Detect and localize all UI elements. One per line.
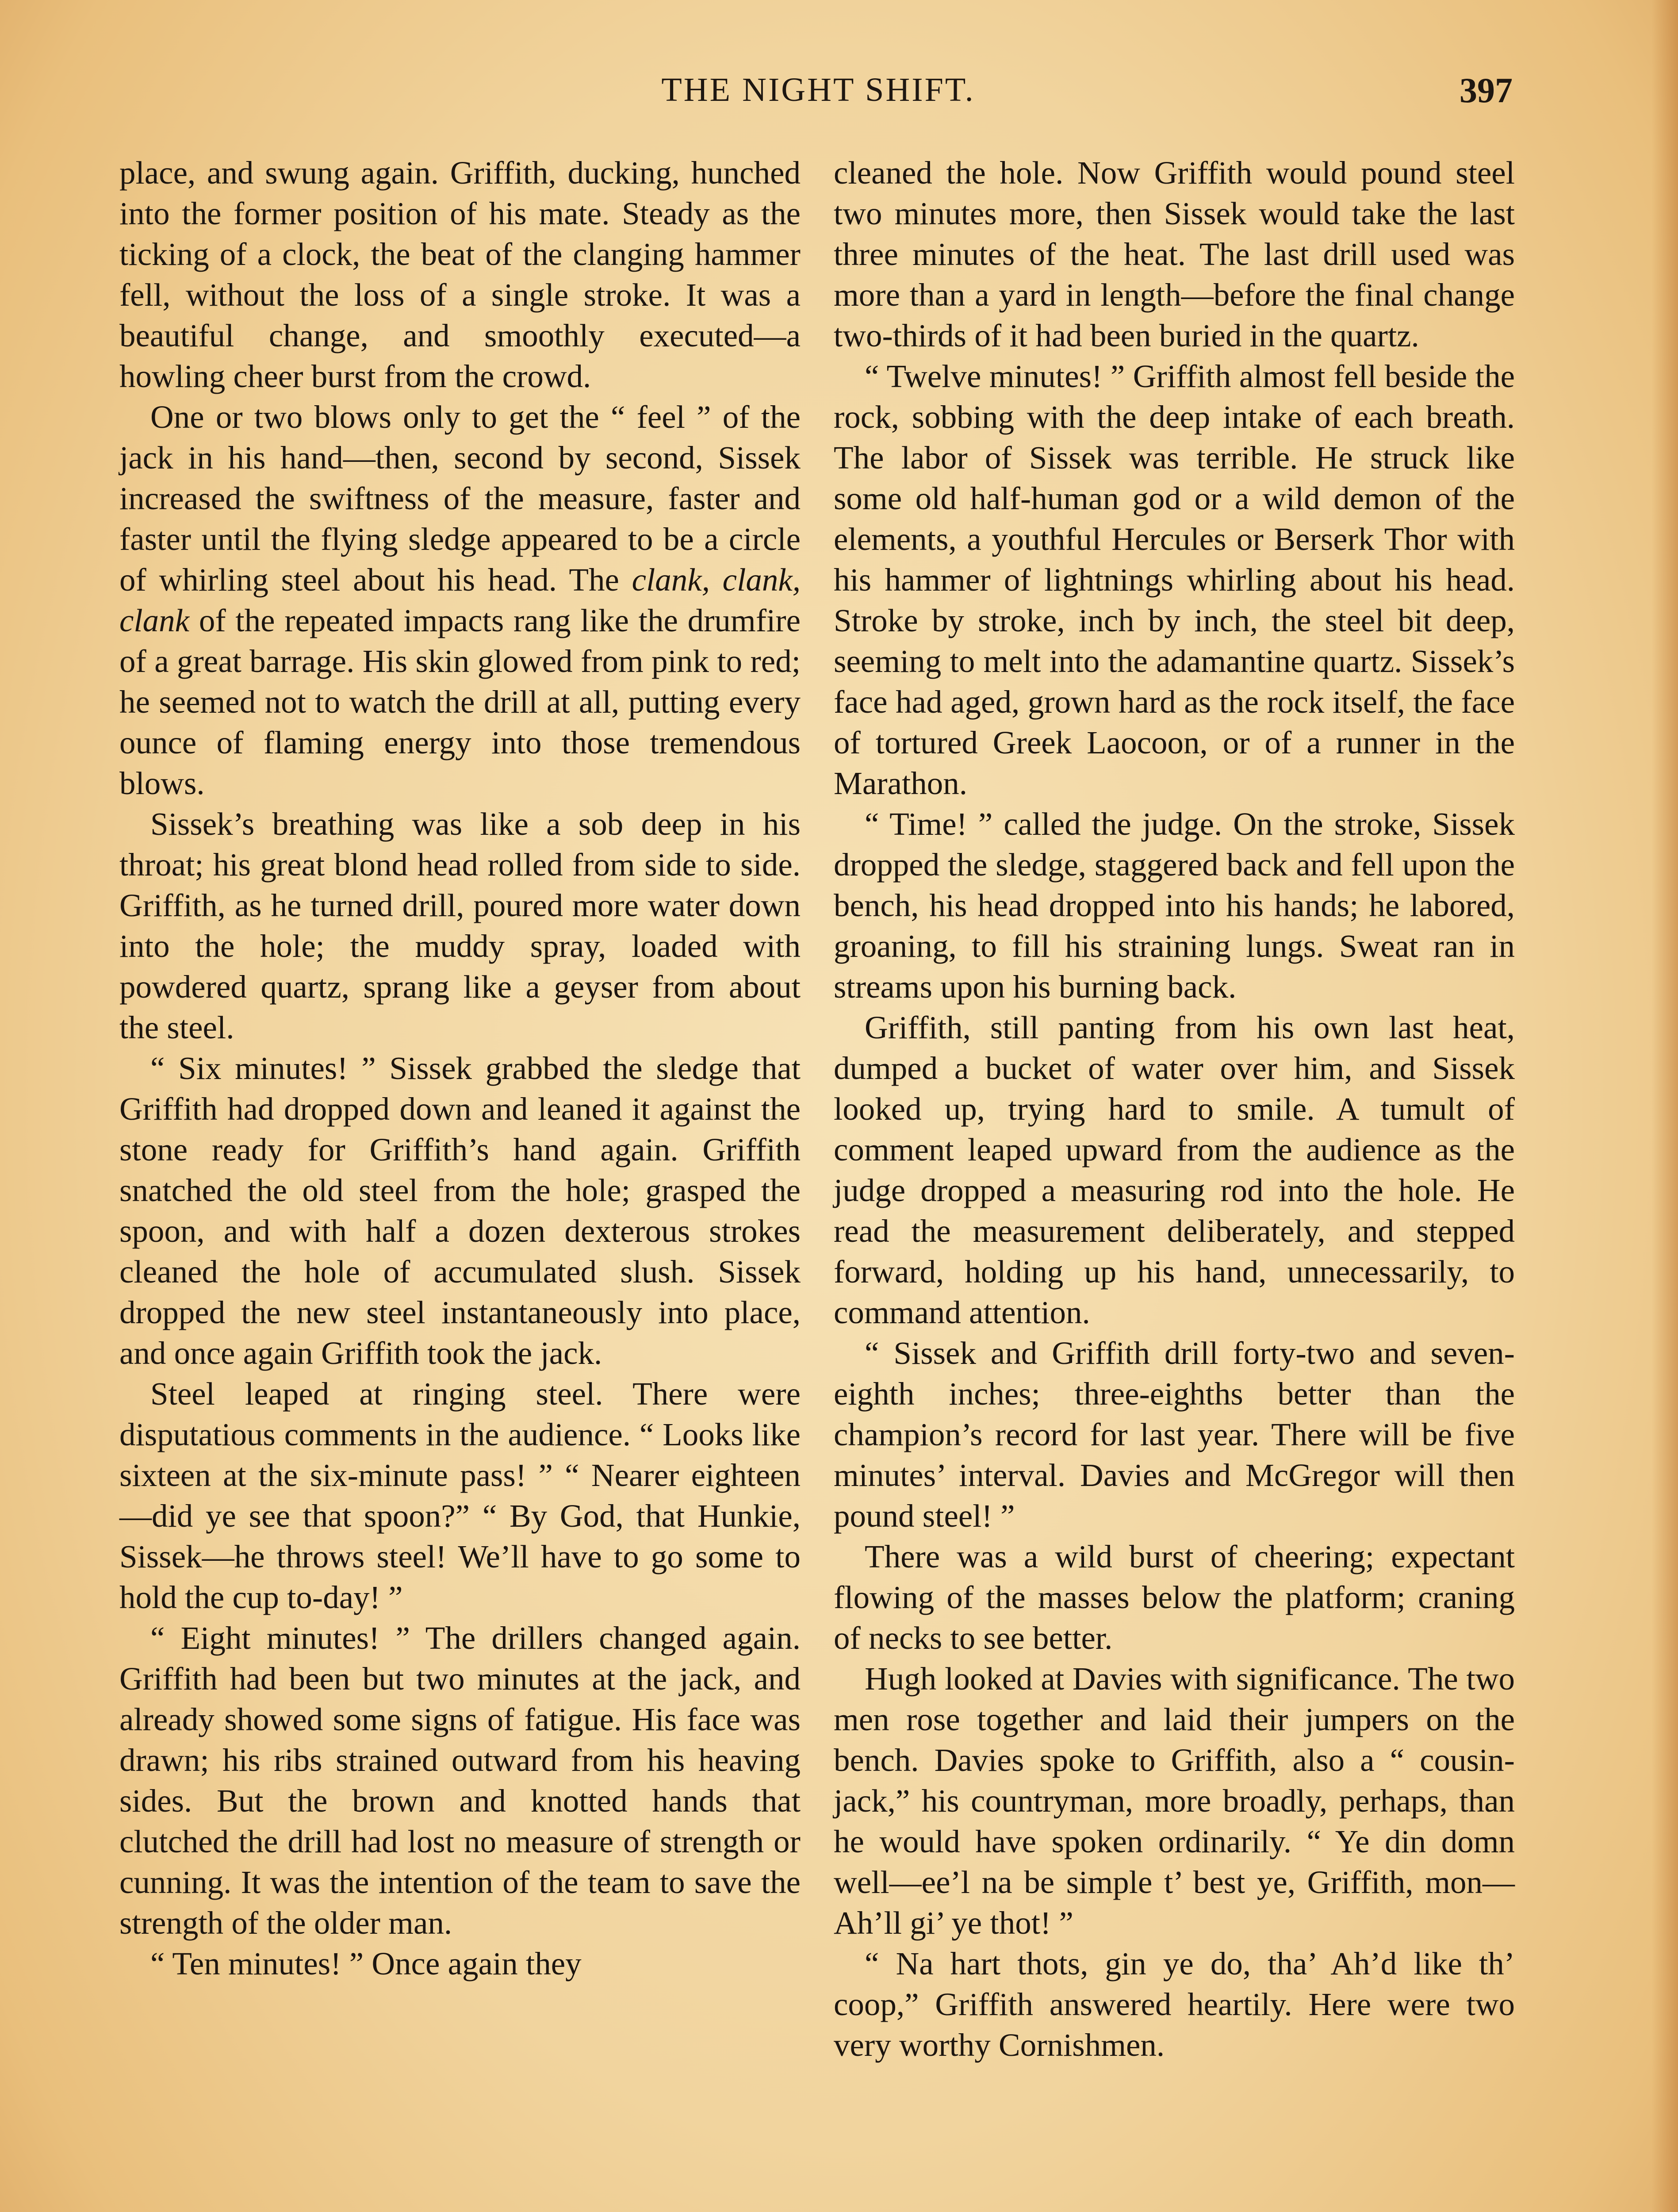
paragraph: “ Na hart thots, gin ye do, tha’ Ah’d like th’ coop,” Griffith answered heartily. Here were two very worthy Cornishmen.: [834, 1946, 1515, 2063]
page-edge-shading: [1651, 0, 1678, 2212]
paragraph: [119, 397, 801, 804]
paragraph: “ Six minutes! ” Sissek grabbed the sledge that Griffith had dropped down and leaned it against the stone ready for Griffith’s hand again. Griffith snatched the old steel from the hole; grasped the spoon, and with half a dozen dexterous strokes cleaned the hole of accumulated slush. Sissek dropped the new steel instantaneously into place, and once again Griffith took the jack.: [119, 1050, 801, 1371]
paragraph-text: of the repeated impacts rang like the drumfire of a great barrage. His skin glowed from pink to red; he seemed not to watch the drill at all, putting every ounce of flaming energy into those tremendous blows.: [119, 603, 801, 801]
italic-phrase: clank, clank, clank: [119, 562, 801, 638]
page-number: 397: [1460, 71, 1513, 110]
running-head: [124, 71, 1513, 124]
paragraph: Griffith, still panting from his own last heat, dumped a bucket of water over him, and Sissek looked up, trying hard to smile. A tumult of comment leaped upward from the audience as the judge dropped a measuring rod into the hole. He read the measurement deliberately, and stepped forward, holding up his hand, unnecessarily, to command attention.: [834, 1010, 1515, 1330]
right-column: [834, 153, 1515, 2066]
paragraph: There was a wild burst of cheering; expectant flowing of the masses below the platform; craning of necks to see better.: [834, 1539, 1515, 1656]
paragraph: “ Ten minutes! ” Once again they: [150, 1946, 582, 1982]
paragraph: Steel leaped at ringing steel. There were disputatious comments in the audience. “ Looks like sixteen at the six-minute pass! ” “ Nearer eighteen—did ye see that spoon?” “ By God, that Hunkie, Sissek—he throws steel! We’ll have to go some to hold the cup to-day! ”: [119, 1376, 801, 1615]
paragraph: “ Sissek and Griffith drill forty-two and seven-eighth inches; three-eighths better than the champion’s record for last year. There will be five minutes’ interval. Davies and McGregor will then pound steel! ”: [834, 1335, 1515, 1534]
paragraph: “ Time! ” called the judge. On the stroke, Sissek dropped the sledge, staggered back and fell upon the bench, his head dropped into his hands; he labored, groaning, to fill his straining lungs. Sweat ran in streams upon his burning back.: [834, 806, 1515, 1005]
paragraph: Sissek’s breathing was like a sob deep in his throat; his great blond head rolled from side to side. Griffith, as he turned drill, poured more water down into the hole; the muddy spray, loaded with powdered quartz, sprang like a geyser from about the steel.: [119, 806, 801, 1045]
paragraph: “ Twelve minutes! ” Griffith almost fell beside the rock, sobbing with the deep intake of each breath. The labor of Sissek was terrible. He struck like some old half-human god or a wild demon of the elements, a youthful Hercules or Berserk Thor with his hammer of lightnings whirling about his head. Stroke by stroke, inch by inch, the steel bit deep, seeming to melt into the adamantine quartz. Sissek’s face had aged, grown hard as the rock itself, the face of tortured Greek Laocoon, or of a runner in the Marathon.: [834, 358, 1515, 801]
paragraph: place, and swung again. Griffith, ducking, hunched into the former position of his mate. Steady as the ticking of a clock, the beat of the clanging hammer fell, without the loss of a single stroke. It was a beautiful change, and smoothly executed—a howling cheer burst from the crowd.: [119, 155, 801, 394]
running-title: THE NIGHT SHIFT.: [661, 71, 975, 108]
paragraph: “ Eight minutes! ” The drillers changed again. Griffith had been but two minutes at the jack, and already showed some signs of fatigue. His face was drawn; his ribs strained outward from his heaving sides. But the brown and knotted hands that clutched the drill had lost no measure of strength or cunning. It was the intention of the team to save the strength of the older man.: [119, 1620, 801, 1941]
paragraph: Hugh looked at Davies with significance. The two men rose together and laid their jumpers on the bench. Davies spoke to Griffith, also a “ cousin-jack,” his countryman, more broadly, perhaps, than he would have spoken ordinarily. “ Ye din domn well—ee’l na be simple t’ best ye, Griffith, mon—Ah’ll gi’ ye thot! ”: [834, 1661, 1515, 1941]
paragraph-text: One or two blows only to get the “ feel ” of the jack in his hand—then, second by second, Sissek increased the swiftness of the measure, faster and faster until the flying sledge appeared to be a circle of whirling steel about his head. The: [119, 399, 801, 598]
left-column: [119, 153, 801, 1984]
paragraph: cleaned the hole. Now Griffith would pound steel two minutes more, then Sissek would take the last three minutes of the heat. The last drill used was more than a yard in length—before the final change two-thirds of it had been buried in the quartz.: [834, 155, 1515, 353]
